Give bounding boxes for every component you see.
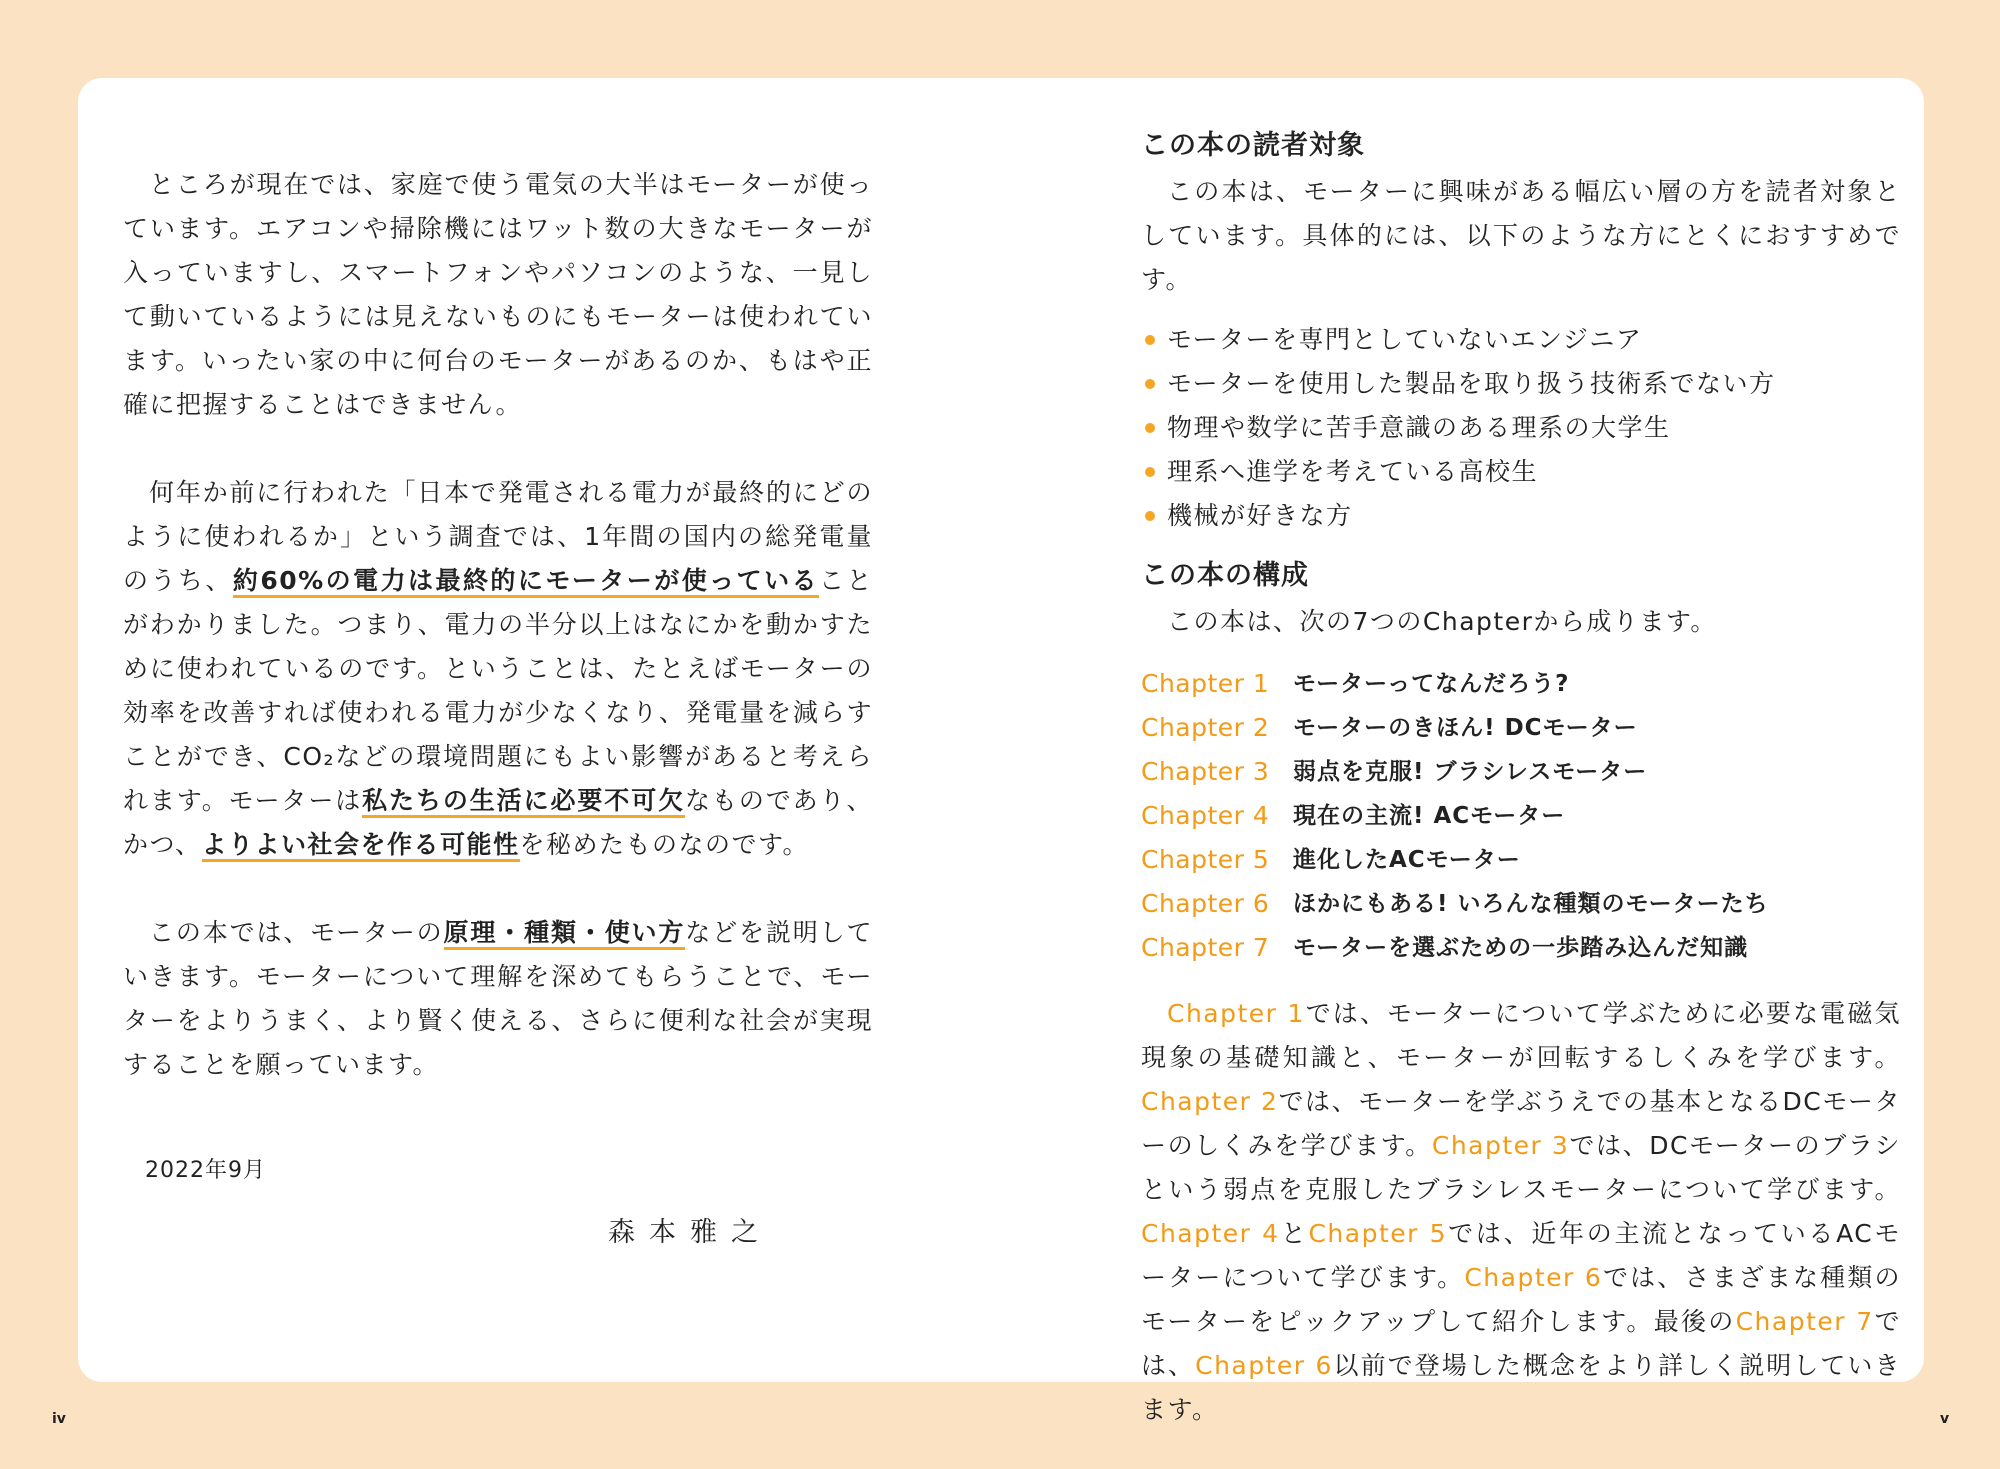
emphasis-indispensable: 私たちの生活に必要不可欠 [362,786,685,818]
chapter-title: モーターのきほん! DCモーター [1293,715,1638,741]
page-panel [78,78,1924,1424]
chapter-list [1141,662,1901,970]
chapter-title: モーターを選ぶための一歩踏み込んだ知識 [1293,935,1749,961]
paragraph-2-text-a: 何年か前に行われた「日本で発電される電力が最終的にどのように使われるか」という調査では、1年間の国内の総発電量のうち、 [123,478,873,595]
heading-book-structure: この本の構成 [1141,560,1309,591]
emphasis-better-society: よりよい社会を作る可能性 [202,830,520,862]
audience-item: モーターを専門としていないエンジニア [1141,318,1901,362]
date: 2022年9月 [145,1158,266,1183]
chapter-number: Chapter 7 [1141,933,1270,962]
emphasis-electricity-share: 約60%の電力は最終的にモーターが使っている [233,566,819,598]
bullet-icon [1145,467,1155,477]
author-name: 森本雅之 [608,1217,772,1248]
audience-item: モーターを使用した製品を取り扱う技術系でない方 [1141,362,1901,406]
left-page-column [123,163,873,1184]
page-number-left: iv [52,1411,66,1427]
chapter-row [1141,750,1901,794]
chapter-title: 進化したACモーター [1293,847,1521,873]
chapter-title: ほかにもある! いろんな種類のモーターたち [1293,891,1769,917]
page-number-right: v [1940,1411,1950,1427]
chapter-ref: Chapter 6 [1464,1263,1603,1292]
chapter-number: Chapter 2 [1141,713,1270,742]
chapter-title: モーターってなんだろう? [1293,671,1570,697]
bullet-icon [1145,335,1155,345]
chapter-row [1141,706,1901,750]
chapter-ref: Chapter 3 [1431,1131,1570,1160]
chapter-ref: Chapter 5 [1308,1219,1447,1248]
paragraph-1: ところが現在では、家庭で使う電気の大半はモーターが使っています。エアコンや掃除機にはワット数の大きなモーターが入っていますし、スマートフォンやパソコンのような、一見して動いているようには見えないものにもモーターは使われています。いったい家の中に何台のモーターがあるのか、もはや正確に把握することはできません。 [123,170,873,419]
paragraph-2-text-c: なものであり、かつ、 [123,786,873,859]
right-page-column [1141,122,1901,1432]
audience-list [1141,318,1901,538]
bullet-icon [1145,423,1155,433]
chapter-number: Chapter 4 [1141,801,1270,830]
bullet-icon [1145,379,1155,389]
chapter-summary: Chapter 1では、モーターについて学ぶために必要な電磁気現象の基礎知識と、モーターが回転するしくみを学びます。Chapter 2では、モーターを学ぶうえでの基本となるDCモーターのしくみを学びます。Chapter 3では、DCモーターのブラシという弱点を克服したブラシレスモーターについて学びます。Chapter 4とChapter 5では、近年の主流となっているACモーターについて学びます。Chapter 6では、さまざまな種類のモーターをピックアップして紹介します。最後のChapter 7では、Chapter 6以前で登場した概念をより詳しく説明していきます。 [1141,999,1901,1424]
chapter-number: Chapter 3 [1141,757,1270,786]
audience-item: 理系へ進学を考えている高校生 [1141,450,1901,494]
audience-item: 機械が好きな方 [1141,494,1901,538]
paragraph-2 [123,471,873,867]
chapter-row [1141,882,1901,926]
chapter-row [1141,794,1901,838]
chapter-ref: Chapter 7 [1735,1307,1874,1336]
chapter-number: Chapter 5 [1141,845,1270,874]
chapter-title: 現在の主流! ACモーター [1293,803,1566,829]
heading-target-readers: この本の読者対象 [1141,130,1365,161]
paragraph-3-text-b: などを説明していきます。モーターについて理解を深めてもらうことで、モーターをよりうまく、より賢く使える、さらに便利な社会が実現することを願っています。 [123,918,873,1079]
chapter-ref: Chapter 4 [1141,1219,1280,1248]
intro-book-structure: この本は、次の7つのChapterから成ります。 [1167,607,1717,636]
chapter-row [1141,926,1901,970]
chapter-ref: Chapter 2 [1141,1087,1279,1116]
bullet-icon [1145,511,1155,521]
chapter-number: Chapter 1 [1141,669,1270,698]
emphasis-principles: 原理・種類・使い方 [444,918,686,950]
chapter-ref: Chapter 6 [1195,1351,1333,1380]
paragraph-2-text-b: ことがわかりました。つまり、電力の半分以上はなにかを動かすために使われているのです。ということは、たとえばモーターの効率を改善すれば使われる電力が少なくなり、発電量を減らすことができ、CO₂などの環境問題にもよい影響があると考えられます。モーターは [123,566,873,815]
paragraph-2-text-d: を秘めたものなのです。 [519,830,810,859]
chapter-title: 弱点を克服! ブラシレスモーター [1293,759,1648,785]
chapter-row [1141,662,1901,706]
chapter-row [1141,838,1901,882]
paragraph-3 [123,911,873,1087]
chapter-number: Chapter 6 [1141,889,1270,918]
audience-item: 物理や数学に苦手意識のある理系の大学生 [1141,406,1901,450]
paragraph-3-text-a: この本では、モーターの [149,918,444,947]
chapter-ref: Chapter 1 [1167,999,1305,1028]
intro-target-readers: この本は、モーターに興味がある幅広い層の方を読者対象としています。具体的には、以下のような方にとくにおすすめです。 [1141,177,1901,294]
